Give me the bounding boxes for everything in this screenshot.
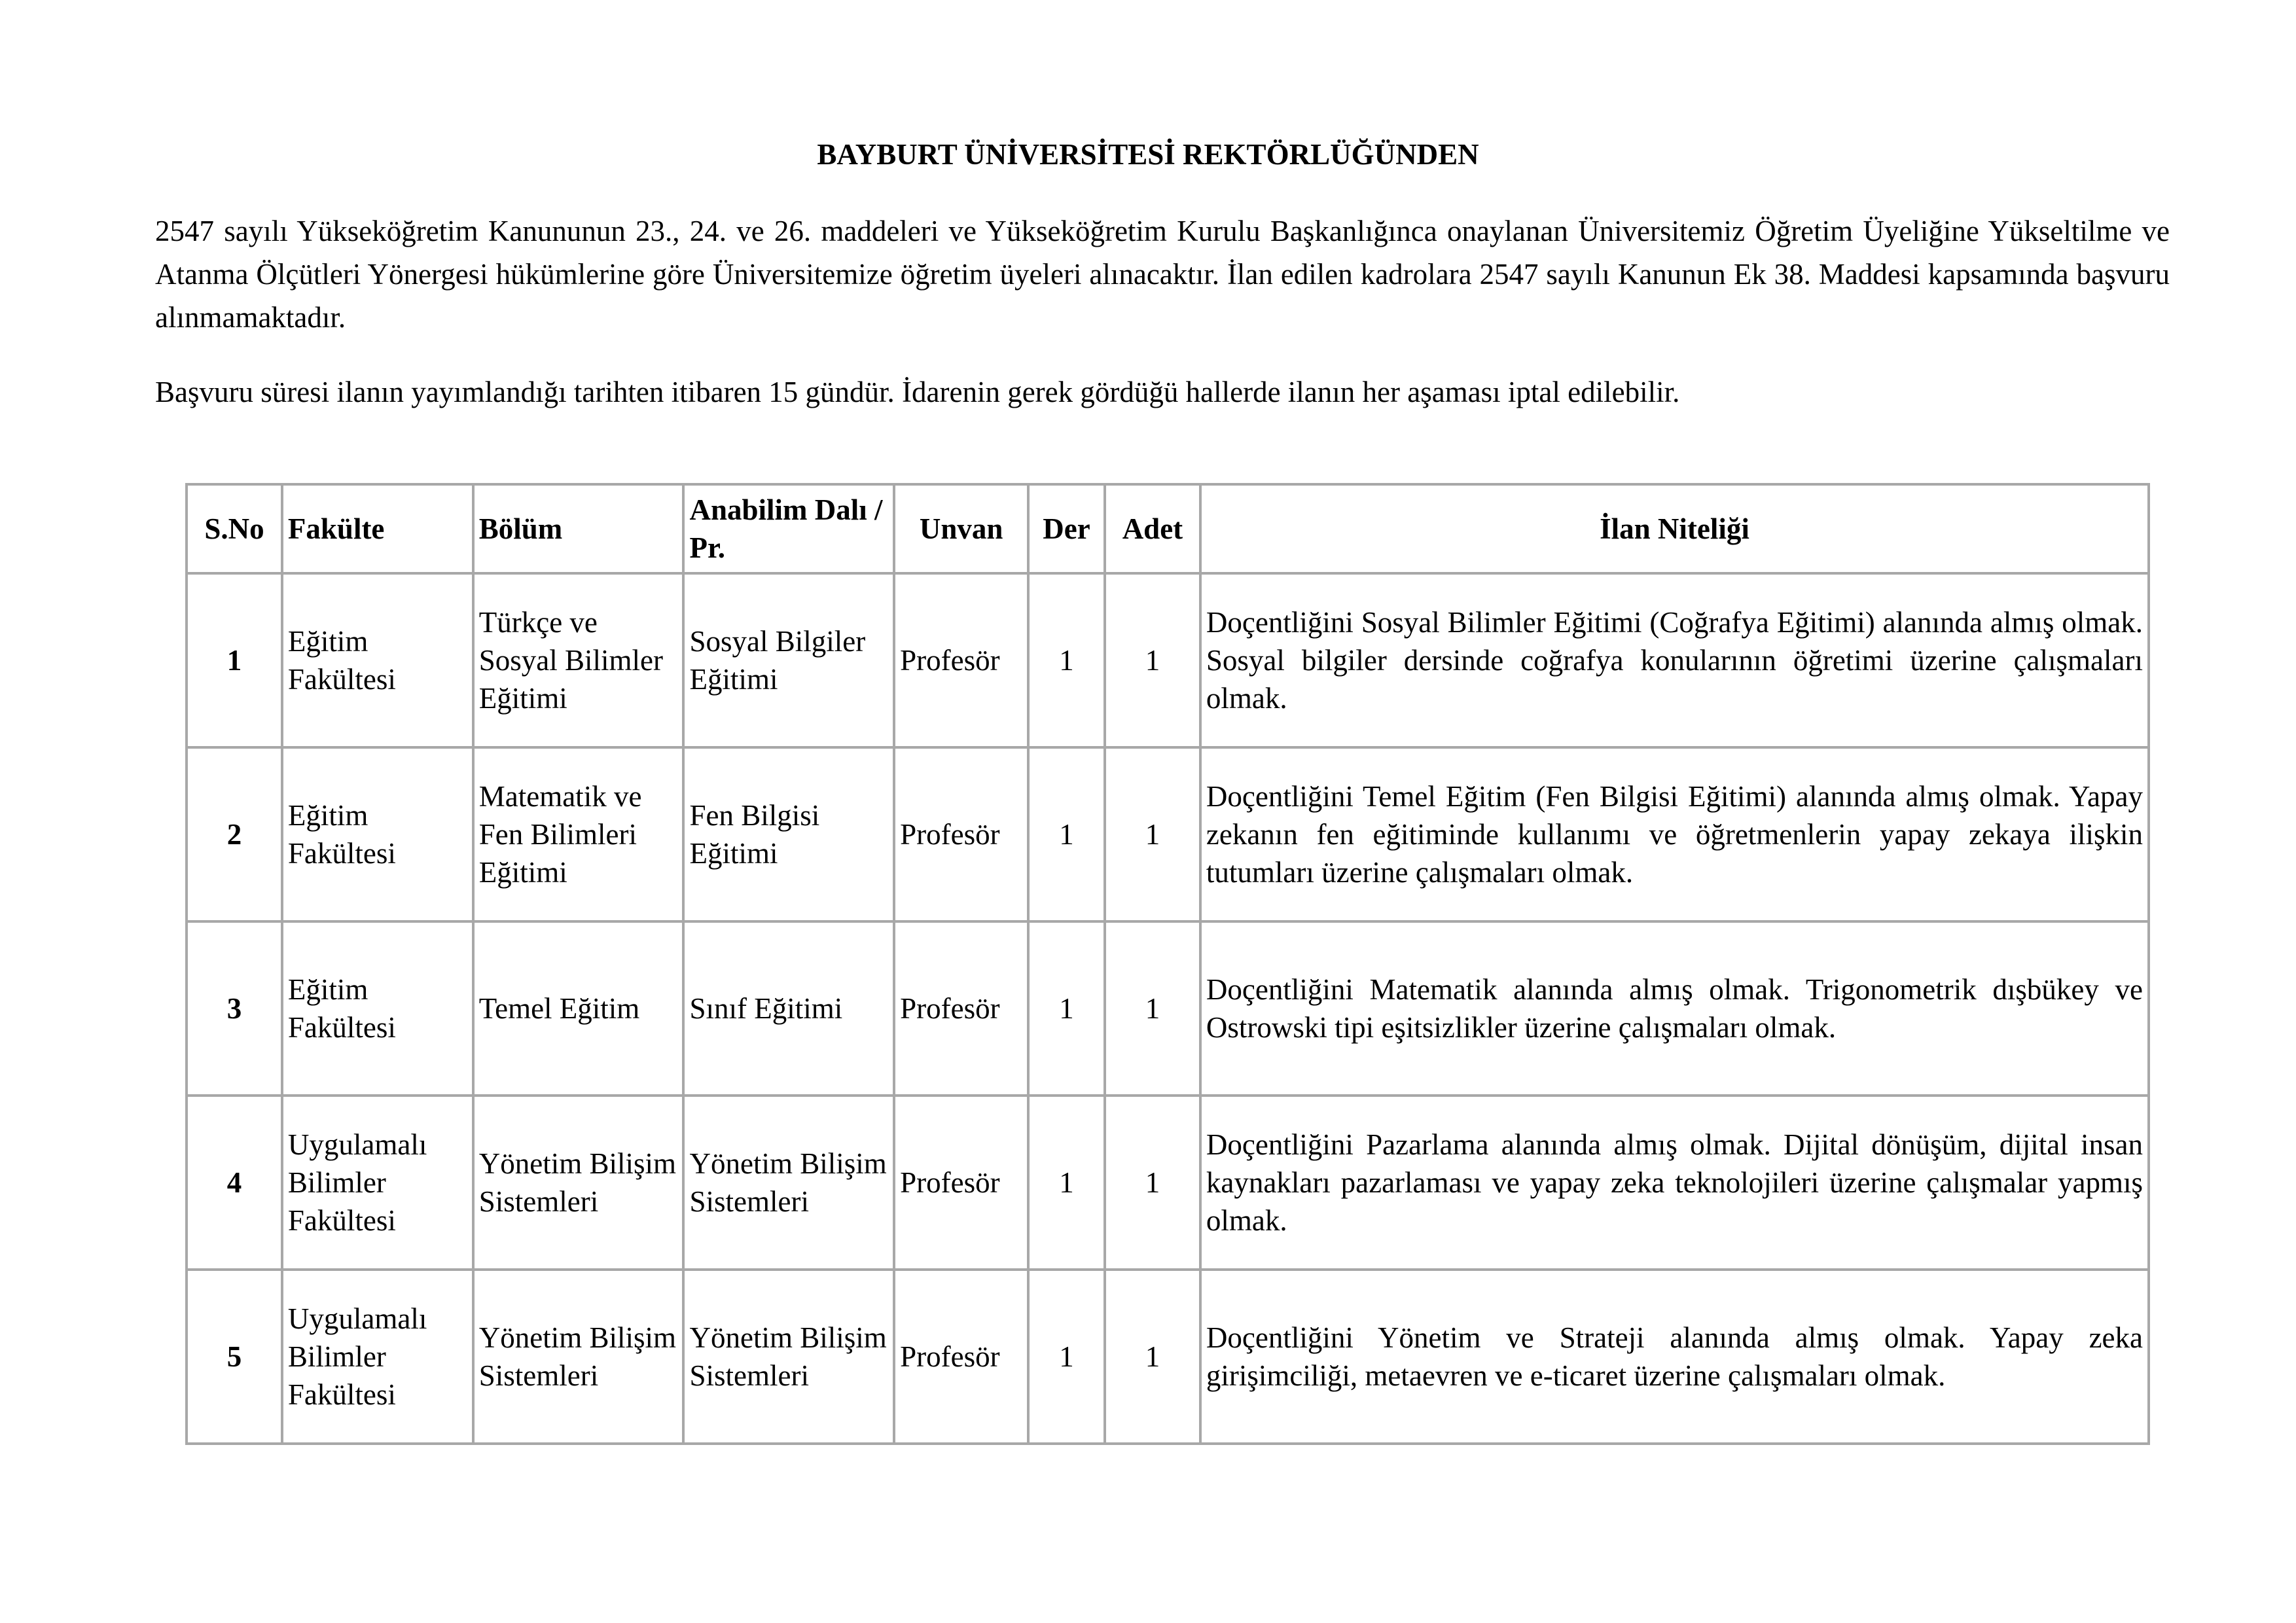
cell-sno: 2 xyxy=(187,747,282,921)
table-header-row xyxy=(187,484,2149,573)
cell-bolum: Yönetim Bilişim Sistemleri xyxy=(473,1270,684,1444)
deadline-paragraph: Başvuru süresi ilanın yayımlandığı tarihten itibaren 15 gündür. İdarenin gerek gördüğü hallerde ilanın her aşaması iptal edilebilir. xyxy=(155,376,1680,408)
cell-unvan: Profesör xyxy=(894,747,1028,921)
cell-anabilim: Sosyal Bilgiler Eğitimi xyxy=(683,573,894,747)
cell-fakulte: Eğitim Fakültesi xyxy=(282,747,473,921)
cell-fakulte: Uygulamalı Bilimler Fakültesi xyxy=(282,1096,473,1270)
table-row xyxy=(187,1096,2149,1270)
cell-anabilim: Yönetim Bilişim Sistemleri xyxy=(683,1096,894,1270)
header-bolum: Bölüm xyxy=(473,484,684,573)
header-anabilim: Anabilim Dalı / Pr. xyxy=(683,484,894,573)
cell-nitelik: Doçentliğini Temel Eğitim (Fen Bilgisi Eğitimi) alanında almış olmak. Yapay zekanın fen eğitiminde kullanımı ve öğretmenlerin yapay zekaya ilişkin tutumları üzerine çalışmaları olmak. xyxy=(1200,747,2149,921)
cell-anabilim: Yönetim Bilişim Sistemleri xyxy=(683,1270,894,1444)
cell-fakulte: Uygulamalı Bilimler Fakültesi xyxy=(282,1270,473,1444)
cell-unvan: Profesör xyxy=(894,1096,1028,1270)
cell-anabilim: Fen Bilgisi Eğitimi xyxy=(683,747,894,921)
cell-adet: 1 xyxy=(1105,573,1200,747)
cell-der: 1 xyxy=(1028,573,1105,747)
header-fakulte: Fakülte xyxy=(282,484,473,573)
cell-nitelik: Doçentliğini Sosyal Bilimler Eğitimi (Coğrafya Eğitimi) alanında almış olmak. Sosyal bilgiler dersinde coğrafya konularının öğretimi üzerine çalışmaları olmak. xyxy=(1200,573,2149,747)
header-unvan: Unvan xyxy=(894,484,1028,573)
intro-paragraph: 2547 sayılı Yükseköğretim Kanununun 23., 24. ve 26. maddeleri ve Yükseköğretim Kurulu Başkanlığınca onaylanan Üniversitemiz Öğretim Üyeliğine Yükseltilme ve Atanma Ölçütleri Yönergesi hükümlerine göre Üniversitemize öğretim üyeleri alınacaktır. İlan edilen kadrolara 2547 sayılı Kanunun Ek 38. Maddesi kapsamında başvuru alınmamaktadır. xyxy=(155,215,2170,334)
table-row xyxy=(187,1270,2149,1444)
cell-der: 1 xyxy=(1028,1096,1105,1270)
cell-sno: 1 xyxy=(187,573,282,747)
cell-der: 1 xyxy=(1028,921,1105,1096)
cell-adet: 1 xyxy=(1105,747,1200,921)
cell-unvan: Profesör xyxy=(894,1270,1028,1444)
cell-adet: 1 xyxy=(1105,1270,1200,1444)
page-title: BAYBURT ÜNİVERSİTESİ REKTÖRLÜĞÜNDEN xyxy=(817,138,1479,171)
header-der: Der xyxy=(1028,484,1105,573)
table-row xyxy=(187,573,2149,747)
cell-adet: 1 xyxy=(1105,1096,1200,1270)
cell-bolum: Türkçe ve Sosyal Bilimler Eğitimi xyxy=(473,573,684,747)
cell-sno: 5 xyxy=(187,1270,282,1444)
cell-unvan: Profesör xyxy=(894,921,1028,1096)
cell-nitelik: Doçentliğini Matematik alanında almış olmak. Trigonometrik dışbükey ve Ostrowski tipi eşitsizlikler üzerine çalışmaları olmak. xyxy=(1200,921,2149,1096)
table-row xyxy=(187,747,2149,921)
cell-bolum: Temel Eğitim xyxy=(473,921,684,1096)
cell-sno: 3 xyxy=(187,921,282,1096)
cell-der: 1 xyxy=(1028,1270,1105,1444)
cell-bolum: Yönetim Bilişim Sistemleri xyxy=(473,1096,684,1270)
header-sno: S.No xyxy=(187,484,282,573)
header-adet: Adet xyxy=(1105,484,1200,573)
cell-der: 1 xyxy=(1028,747,1105,921)
cell-bolum: Matematik ve Fen Bilimleri Eğitimi xyxy=(473,747,684,921)
cell-unvan: Profesör xyxy=(894,573,1028,747)
cell-fakulte: Eğitim Fakültesi xyxy=(282,573,473,747)
cell-anabilim: Sınıf Eğitimi xyxy=(683,921,894,1096)
cell-adet: 1 xyxy=(1105,921,1200,1096)
cell-fakulte: Eğitim Fakültesi xyxy=(282,921,473,1096)
table-row xyxy=(187,921,2149,1096)
positions-table xyxy=(185,483,2150,1445)
cell-nitelik: Doçentliğini Yönetim ve Strateji alanında almış olmak. Yapay zeka girişimciliği, metaevren ve e-ticaret üzerine çalışmaları olmak. xyxy=(1200,1270,2149,1444)
header-nitelik: İlan Niteliği xyxy=(1200,484,2149,573)
cell-nitelik: Doçentliğini Pazarlama alanında almış olmak. Dijital dönüşüm, dijital insan kaynakları pazarlaması ve yapay zeka teknolojileri üzerine çalışmalar yapmış olmak. xyxy=(1200,1096,2149,1270)
cell-sno: 4 xyxy=(187,1096,282,1270)
